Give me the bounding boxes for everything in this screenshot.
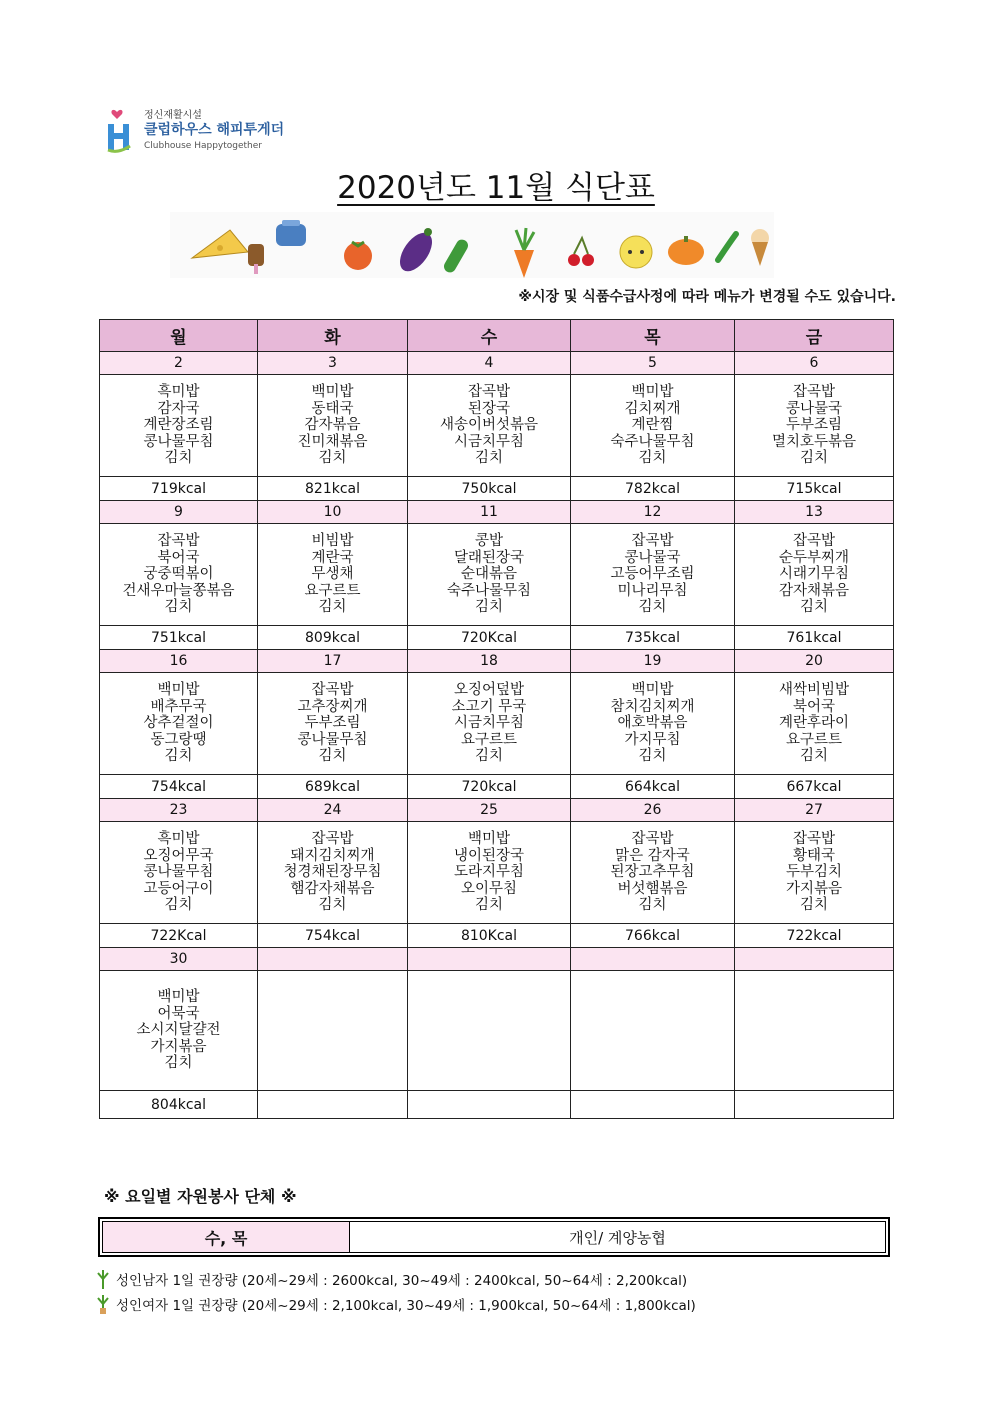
calorie-cell: 722Kcal [100, 924, 258, 948]
org-logo [104, 104, 304, 156]
menu-item: 된장국 [467, 400, 511, 417]
menu-item: 김치 [164, 1055, 193, 1072]
recommend-male: 성인남자 1일 권장량 (20세~29세 : 2600kcal, 30~49세 : 2400kcal, 50~64세 : 2,200kcal) [96, 1269, 687, 1289]
menu-item: 애호박볶음 [617, 715, 688, 732]
menu-cell [100, 673, 258, 775]
menu-item: 흑미밥 [157, 384, 200, 401]
menu-item: 김치 [638, 897, 667, 914]
calorie-cell: 821kcal [258, 477, 408, 501]
menu-item: 시래기무침 [778, 566, 850, 583]
menu-cell [735, 822, 894, 924]
menu-item: 백미밥 [157, 989, 200, 1006]
menu-item: 북어국 [157, 549, 200, 566]
weekday-header: 수 [408, 320, 571, 352]
menu-cell [571, 822, 735, 924]
menu-item: 잡곡밥 [792, 384, 836, 401]
calorie-row [100, 775, 894, 799]
weekday-header: 목 [571, 320, 735, 352]
food-illustration-banner [170, 208, 774, 284]
menu-item: 백미밥 [311, 384, 354, 401]
menu-item: 동태국 [311, 400, 354, 417]
date-cell: 19 [571, 650, 735, 673]
menu-item: 김치 [318, 450, 347, 467]
menu-item: 잡곡밥 [157, 533, 200, 550]
menu-item: 김치 [474, 748, 503, 765]
menu-item: 김치 [318, 748, 347, 765]
date-cell: 17 [258, 650, 408, 673]
date-row [100, 799, 894, 822]
menu-item: 오징어무국 [143, 847, 214, 864]
menu-row [100, 822, 894, 924]
menu-cell [571, 673, 735, 775]
menu-item: 숙주나물무침 [610, 433, 695, 450]
menu-item: 소고기 무국 [451, 698, 527, 715]
menu-item: 버섯햄볶음 [617, 880, 688, 897]
menu-item: 맑은 감자국 [615, 847, 690, 864]
menu-item: 고추장찌개 [297, 698, 368, 715]
menu-item: 멸치호두볶음 [771, 433, 857, 450]
menu-cell [100, 375, 258, 477]
calorie-cell: 720Kcal [408, 626, 571, 650]
date-cell: 11 [408, 501, 571, 524]
calorie-cell: 754kcal [100, 775, 258, 799]
menu-cell [408, 524, 571, 626]
date-cell: 2 [100, 352, 258, 375]
menu-item: 어묵국 [157, 1005, 200, 1022]
menu-item: 냉이된장국 [453, 847, 525, 864]
weekday-header: 금 [735, 320, 894, 352]
menu-item: 오징어덮밥 [453, 682, 525, 699]
menu-item: 콩나물무침 [143, 864, 214, 881]
menu-item: 새송이버섯볶음 [439, 417, 539, 434]
calorie-cell: 766kcal [571, 924, 735, 948]
menu-row [100, 971, 894, 1091]
menu-item: 요구르트 [304, 582, 361, 599]
menu-item: 백미밥 [631, 384, 674, 401]
menu-item: 가지무침 [624, 731, 681, 748]
calorie-cell: 689kcal [258, 775, 408, 799]
calorie-cell [571, 1091, 735, 1119]
recommend-female: 성인여자 1일 권장량 (20세~29세 : 2,100kcal, 30~49세 : 1,900kcal, 50~64세 : 1,800kcal) [96, 1294, 696, 1314]
date-row [100, 650, 894, 673]
weekday-header-row [100, 320, 894, 352]
date-cell: 23 [100, 799, 258, 822]
menu-item: 김치 [164, 897, 193, 914]
menu-cell [408, 673, 571, 775]
date-cell: 5 [571, 352, 735, 375]
volunteer-group: 개인/ 계양농협 [569, 1228, 666, 1247]
menu-cell [258, 822, 408, 924]
menu-item: 김치 [164, 450, 193, 467]
menu-item: 감자국 [157, 400, 200, 417]
menu-item: 콩밥 [474, 533, 503, 550]
sprout-icon [96, 1269, 110, 1289]
date-cell: 18 [408, 650, 571, 673]
menu-item: 요구르트 [785, 731, 843, 748]
menu-item: 잡곡밥 [631, 533, 674, 550]
calorie-cell: 715kcal [735, 477, 894, 501]
menu-item: 배추무국 [150, 698, 207, 715]
menu-item: 건새우마늘쫑볶음 [122, 582, 235, 599]
calorie-cell: 761kcal [735, 626, 894, 650]
calorie-row [100, 1091, 894, 1119]
date-cell: 4 [408, 352, 571, 375]
menu-item: 청경채된장무침 [283, 864, 382, 881]
menu-item: 감자볶음 [304, 417, 361, 434]
date-cell: 3 [258, 352, 408, 375]
menu-item: 동그랑땡 [150, 731, 207, 748]
menu-item: 김치 [799, 599, 828, 616]
calorie-cell: 722kcal [735, 924, 894, 948]
menu-item: 백미밥 [631, 682, 674, 699]
calorie-cell: 667kcal [735, 775, 894, 799]
menu-item: 김치 [638, 450, 667, 467]
menu-cell [258, 375, 408, 477]
org-name-english: Clubhouse Happytogether [144, 141, 262, 151]
calorie-row [100, 924, 894, 948]
date-cell [571, 948, 735, 971]
date-row [100, 501, 894, 524]
menu-item: 비빔밥 [311, 533, 354, 550]
menu-item: 김치찌개 [624, 400, 681, 417]
menu-item: 김치 [638, 748, 667, 765]
menu-item: 돼지김치찌개 [290, 847, 375, 864]
menu-item: 콩나물국 [785, 400, 843, 417]
menu-cell [100, 524, 258, 626]
menu-item: 김치 [474, 450, 503, 467]
menu-item: 잡곡밥 [631, 831, 674, 848]
sprout-icon [96, 1294, 110, 1314]
menu-item: 오이무침 [460, 880, 518, 897]
menu-item: 가지볶음 [785, 880, 843, 897]
menu-item: 잡곡밥 [792, 831, 836, 848]
apple-icon [620, 236, 652, 268]
menu-item: 시금치무침 [453, 433, 525, 450]
menu-cell [258, 524, 408, 626]
menu-item: 황태국 [792, 847, 836, 864]
volunteer-section-title: ※ 요일별 자원봉사 단체 ※ [104, 1187, 297, 1206]
date-row [100, 948, 894, 971]
date-cell: 12 [571, 501, 735, 524]
date-cell: 27 [735, 799, 894, 822]
date-cell: 26 [571, 799, 735, 822]
date-cell: 13 [735, 501, 894, 524]
menu-item: 미나리무침 [617, 582, 688, 599]
menu-item: 고등어무조림 [610, 566, 695, 583]
menu-item: 콩나물무침 [143, 433, 214, 450]
menu-cell [100, 971, 258, 1091]
menu-item: 계란후라이 [778, 715, 850, 732]
calorie-cell [258, 1091, 408, 1119]
menu-cell [571, 375, 735, 477]
date-cell: 6 [735, 352, 894, 375]
calorie-row [100, 477, 894, 501]
menu-item: 요구르트 [460, 731, 518, 748]
menu-item: 북어국 [792, 698, 836, 715]
menu-cell [258, 673, 408, 775]
calorie-cell: 804kcal [100, 1091, 258, 1119]
menu-item: 콩나물무침 [297, 731, 368, 748]
menu-item: 계란국 [311, 549, 354, 566]
house-logo-icon [104, 106, 134, 154]
menu-item: 김치 [318, 897, 347, 914]
menu-item: 계란장조림 [143, 417, 214, 434]
calorie-cell: 664kcal [571, 775, 735, 799]
org-type: 정신재활시설 [144, 110, 202, 121]
menu-item: 숙주나물무침 [446, 582, 532, 599]
menu-cell [735, 375, 894, 477]
menu-item: 순두부찌개 [778, 549, 850, 566]
menu-item: 김치 [799, 897, 828, 914]
menu-item: 김치 [474, 897, 503, 914]
calorie-row [100, 626, 894, 650]
menu-cell [571, 524, 735, 626]
menu-item: 궁중떡볶이 [143, 566, 214, 583]
weekday-header: 화 [258, 320, 408, 352]
date-cell [258, 948, 408, 971]
menu-cell [735, 673, 894, 775]
menu-item: 감자채볶음 [778, 582, 850, 599]
menu-item: 김치 [318, 599, 347, 616]
menu-item: 고등어구이 [143, 880, 214, 897]
calorie-cell: 754kcal [258, 924, 408, 948]
menu-item: 잡곡밥 [467, 384, 511, 401]
tomato-icon [344, 242, 372, 270]
date-cell [408, 948, 571, 971]
org-name: 클럽하우스 해피투게더 [144, 122, 285, 138]
menu-item: 계란찜 [631, 417, 674, 434]
calorie-cell: 751kcal [100, 626, 258, 650]
menu-row [100, 673, 894, 775]
menu-item: 햄감자채볶음 [290, 880, 375, 897]
menu-item: 도라지무침 [453, 864, 525, 881]
calorie-cell: 735kcal [571, 626, 735, 650]
date-cell: 24 [258, 799, 408, 822]
menu-cell [735, 971, 894, 1091]
date-cell: 16 [100, 650, 258, 673]
menu-item: 소시지달걀전 [136, 1022, 221, 1039]
menu-item: 두부조림 [304, 715, 361, 732]
menu-item: 새싹비빔밥 [778, 682, 850, 699]
menu-item: 달래된장국 [453, 549, 525, 566]
calorie-cell [408, 1091, 571, 1119]
volunteer-table [98, 1217, 890, 1257]
menu-item: 김치 [164, 599, 193, 616]
date-cell [735, 948, 894, 971]
menu-item: 잡곡밥 [311, 831, 354, 848]
meal-table [99, 319, 894, 1119]
menu-item: 된장고추무침 [610, 864, 695, 881]
menu-cell [408, 971, 571, 1091]
date-cell: 9 [100, 501, 258, 524]
menu-item: 잡곡밥 [792, 533, 836, 550]
menu-item: 진미채볶음 [297, 433, 368, 450]
menu-row [100, 524, 894, 626]
menu-item: 흑미밥 [157, 831, 200, 848]
menu-cell [100, 822, 258, 924]
calorie-cell: 809kcal [258, 626, 408, 650]
menu-item: 김치 [638, 599, 667, 616]
menu-item: 가지볶음 [150, 1038, 207, 1055]
menu-item: 시금치무침 [453, 715, 525, 732]
calorie-cell: 810Kcal [408, 924, 571, 948]
volunteer-day: 수, 목 [103, 1222, 350, 1252]
menu-cell [408, 822, 571, 924]
menu-item: 두부김치 [785, 864, 843, 881]
menu-item: 두부조림 [785, 417, 843, 434]
menu-item: 콩나물국 [624, 549, 681, 566]
calorie-cell [735, 1091, 894, 1119]
menu-item: 김치 [799, 450, 828, 467]
menu-item: 김치 [799, 748, 828, 765]
calorie-cell: 782kcal [571, 477, 735, 501]
menu-item: 상추겉절이 [143, 715, 214, 732]
calorie-cell: 750kcal [408, 477, 571, 501]
date-cell: 10 [258, 501, 408, 524]
menu-row [100, 375, 894, 477]
menu-item: 백미밥 [467, 831, 511, 848]
calorie-cell: 720kcal [408, 775, 571, 799]
date-cell: 30 [100, 948, 258, 971]
menu-cell [735, 524, 894, 626]
menu-item: 김치 [474, 599, 503, 616]
date-cell: 20 [735, 650, 894, 673]
menu-cell [408, 375, 571, 477]
page-title: 2020년도 11월 식단표 [337, 170, 655, 206]
date-row [100, 352, 894, 375]
menu-cell [571, 971, 735, 1091]
weekday-header: 월 [100, 320, 258, 352]
menu-change-notice: ※시장 및 식품수급사정에 따라 메뉴가 변경될 수도 있습니다. [518, 289, 896, 305]
menu-cell [258, 971, 408, 1091]
menu-item: 참치김치찌개 [610, 698, 695, 715]
menu-item: 김치 [164, 748, 193, 765]
menu-item: 백미밥 [157, 682, 200, 699]
calorie-cell: 719kcal [100, 477, 258, 501]
menu-item: 잡곡밥 [311, 682, 354, 699]
menu-item: 무생채 [311, 566, 354, 583]
menu-item: 순대볶음 [460, 566, 518, 583]
date-cell: 25 [408, 799, 571, 822]
